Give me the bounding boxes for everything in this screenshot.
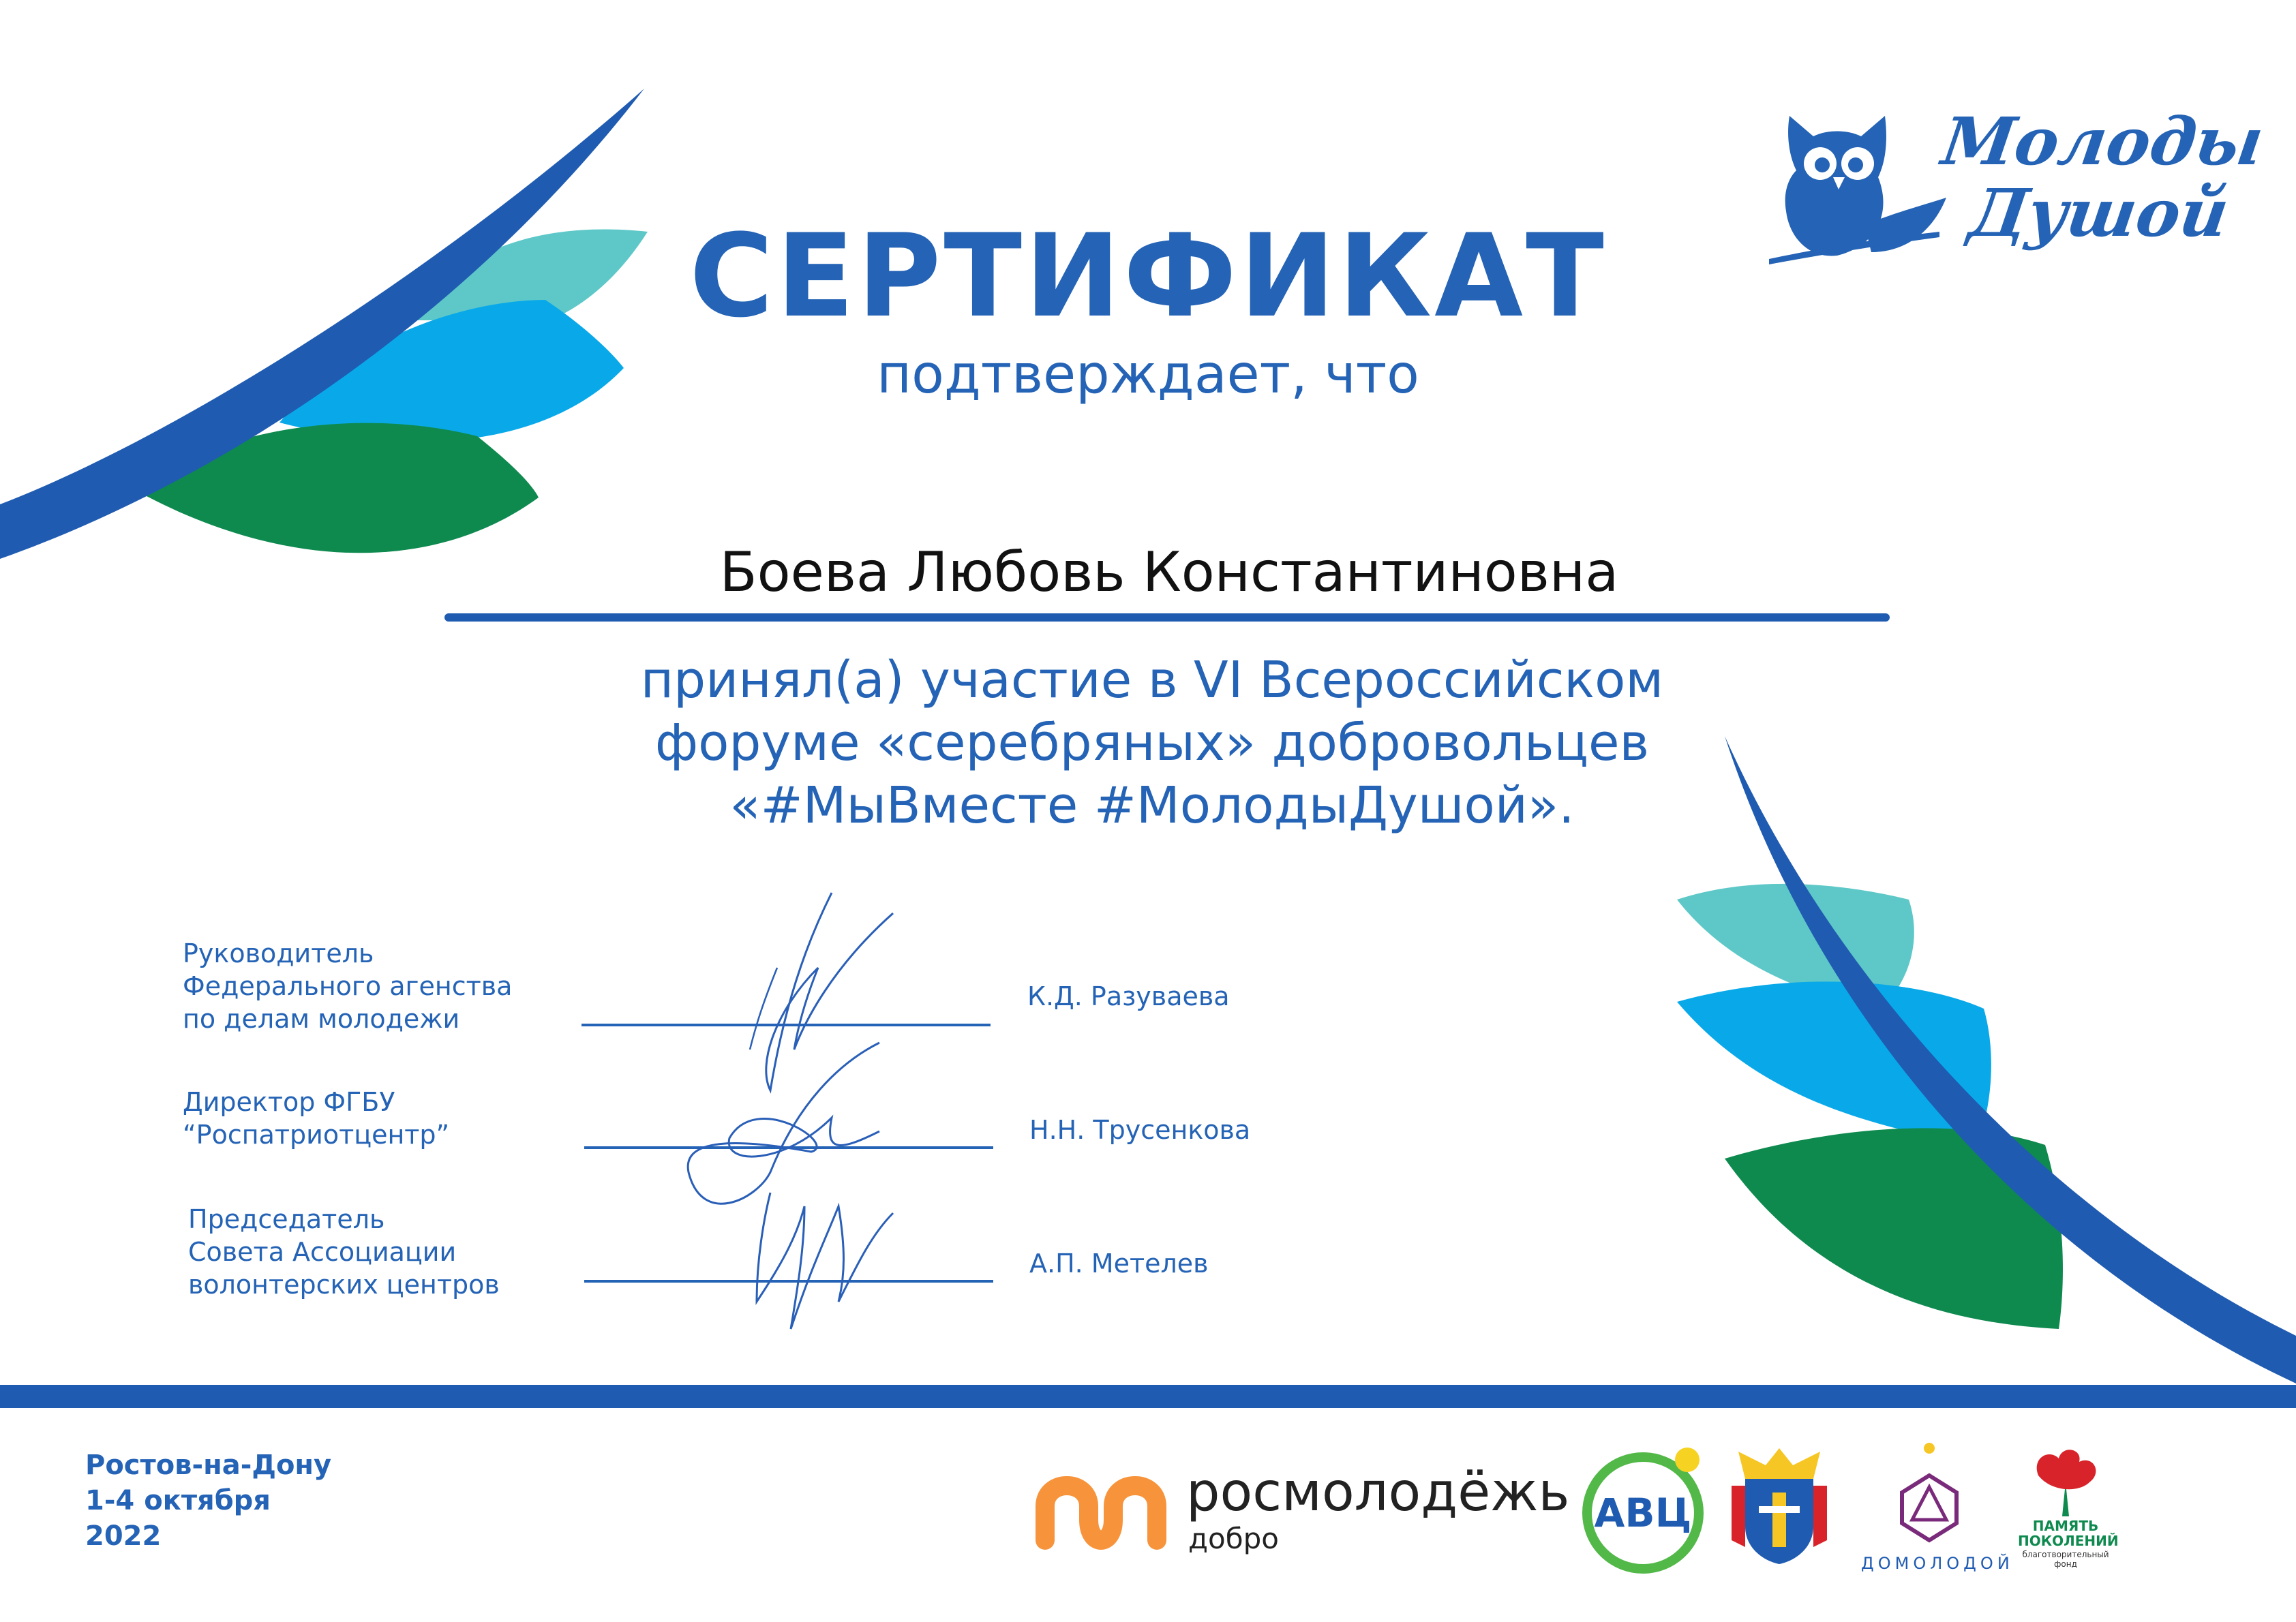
rosmolodezh-name: росмолодёжь — [1186, 1462, 1570, 1523]
domolodoi-logo — [1861, 1438, 2014, 1574]
rosmolodezh-icon — [1033, 1472, 1169, 1554]
description-line-3: «#МыВместе #МолодыДушой». — [729, 776, 1575, 835]
carnation-icon — [2025, 1445, 2106, 1516]
pamyat-text-2: ПОКОЛЕНИЙ — [2018, 1533, 2119, 1549]
footer-band — [0, 1385, 2296, 1408]
participation-description — [436, 649, 1868, 837]
certificate-title: СЕРТИФИКАТ — [689, 209, 1607, 343]
description-line-1: принял(а) участие в VI Всероссийском — [640, 651, 1664, 709]
domolodoi-text: ДОМОЛОДОЙ — [1861, 1554, 2014, 1573]
signatory-2-name: Н.Н. Трусенкова — [1029, 1115, 1251, 1145]
signatory-1-name: К.Д. Разуваева — [1027, 981, 1230, 1011]
pamyat-pokoleniy-logo — [2018, 1445, 2119, 1578]
certificate-subtitle: подтверждает, что — [877, 344, 1419, 406]
signature-3 — [743, 1165, 907, 1336]
signatory-3-role: Председатель Совета Ассоциации волонтерских центров — [188, 1204, 500, 1300]
pamyat-text-4: фонд — [2054, 1559, 2077, 1569]
event-dates: 1-4 октября — [85, 1485, 271, 1516]
event-city: Ростов-на-Дону — [85, 1450, 332, 1481]
rosmolodezh-sub: добро — [1188, 1522, 1279, 1555]
signatory-3-name: А.П. Метелев — [1029, 1249, 1209, 1279]
recipient-underline — [444, 613, 1890, 622]
signatory-1-role: Руководитель Федерального агенства по делам молодежи — [183, 938, 513, 1034]
leaf-sky — [1677, 981, 1991, 1145]
event-year: 2022 — [85, 1520, 162, 1552]
pamyat-text-1: ПАМЯТЬ — [2032, 1518, 2099, 1534]
avc-logo — [1578, 1445, 1708, 1574]
event-location-date — [85, 1448, 331, 1554]
description-line-2: форуме «серебряных» добровольцев — [654, 714, 1650, 772]
recipient-name: Боева Любовь Константиновна — [719, 540, 1619, 604]
pamyat-text-3: благотворительный — [2022, 1550, 2109, 1559]
logo-text-line2: Душой — [1965, 174, 2234, 251]
rostov-coat-of-arms-icon — [1725, 1445, 1834, 1567]
rosmolodezh-logo — [1033, 1462, 1570, 1557]
avc-text: АВЦ — [1594, 1490, 1692, 1536]
logo-text-line1: Молоды — [1937, 103, 2268, 180]
signatory-2-role: Директор ФГБУ “Роспатриотцентр” — [183, 1087, 450, 1150]
